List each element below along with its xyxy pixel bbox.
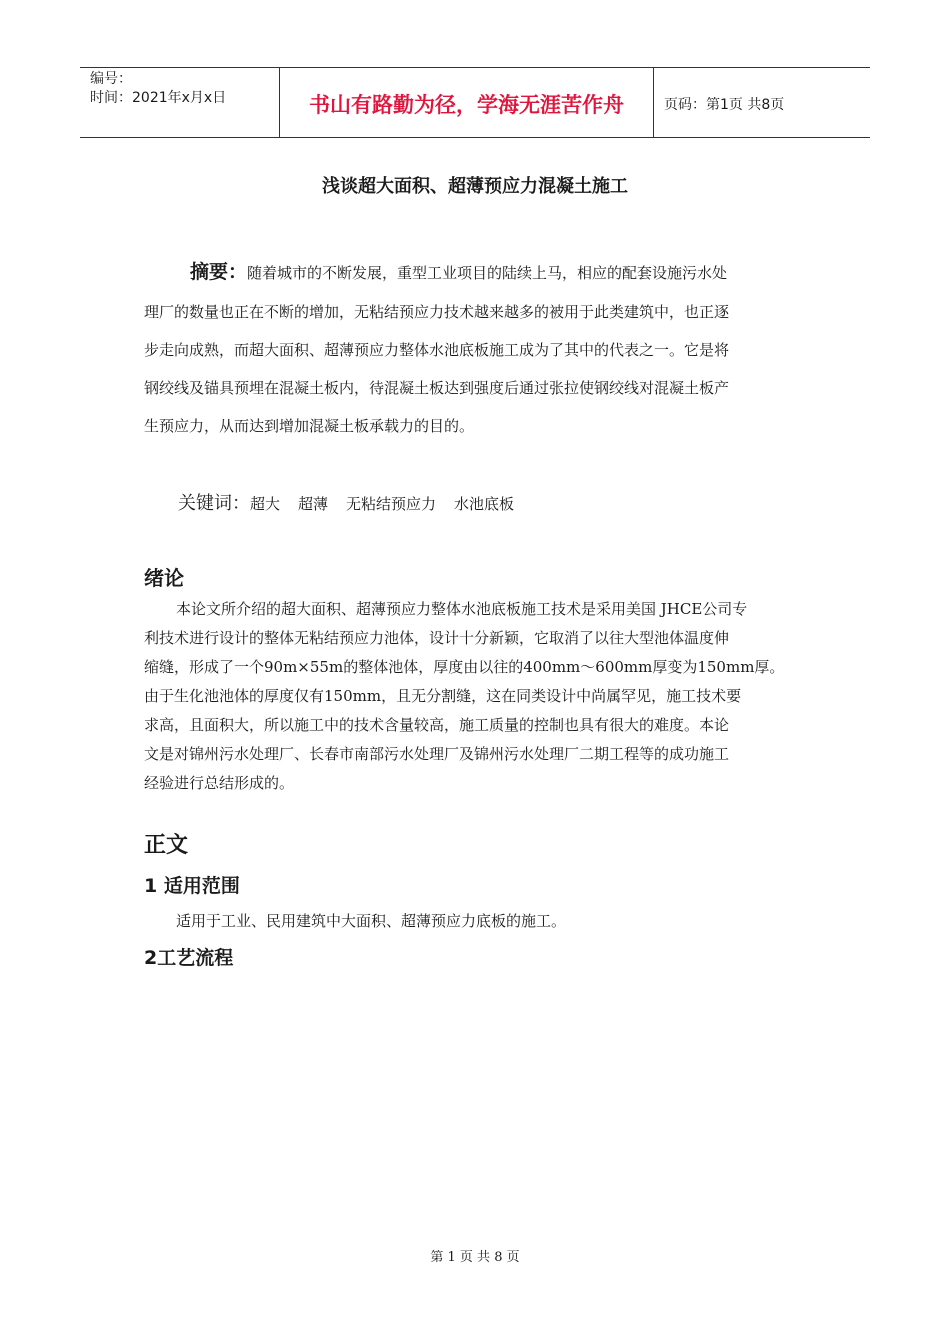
intro-line: 文是对锦州污水处理厂、长春市南部污水处理厂及锦州污水处理厂二期工程等的成功施工	[144, 745, 730, 763]
header-meta	[80, 68, 280, 137]
section-2-heading: 2工艺流程	[144, 947, 234, 969]
keyword-term: 无粘结预应力	[346, 495, 437, 513]
intro-line: 利技术进行设计的整体无粘结预应力池体，设计十分新颖，它取消了以往大型池体温度伸	[144, 629, 730, 647]
abstract-label: 摘要：	[190, 261, 248, 283]
page-footer: 第 1 页 共 8 页	[430, 1250, 520, 1265]
abstract-first-line	[144, 252, 808, 293]
intro-line: 由于生化池池体的厚度仅有150mm，且无分割缝，这在同类设计中尚属罕见，施工技术要	[144, 687, 742, 705]
abstract-line: 生预应力，从而达到增加混凝土板承载力的目的。	[144, 417, 475, 435]
section-1-heading: 1 适用范围	[144, 875, 240, 897]
keyword-term: 超大	[250, 495, 281, 513]
document-title: 浅谈超大面积、超薄预应力混凝土施工	[322, 176, 628, 197]
abstract-line: 理厂的数量也正在不断的增加，无粘结预应力技术越来越多的被用于此类建筑中，也正逐	[144, 303, 730, 321]
header-motto: 书山有路勤为径，学海无涯苦作舟	[280, 68, 654, 137]
body-heading: 正文	[144, 833, 189, 858]
abstract-line: 随着城市的不断发展，重型工业项目的陆续上马，相应的配套设施污水处	[247, 264, 728, 282]
keywords	[178, 489, 532, 515]
section-1-text: 适用于工业、民用建筑中大面积、超薄预应力底板的施工。	[176, 912, 567, 930]
intro-heading: 绪论	[144, 566, 184, 590]
document-header	[80, 67, 870, 138]
header-page-info: 页码：第1页 共8页	[664, 96, 785, 113]
keyword-term: 水池底板	[454, 495, 515, 513]
abstract	[144, 252, 808, 445]
intro-paragraph	[144, 595, 808, 798]
abstract-line: 步走向成熟，而超大面积、超薄预应力整体水池底板施工成为了其中的代表之一。它是将	[144, 341, 730, 359]
intro-line: 缩缝，形成了一个90m×55m的整体池体，厚度由以往的400mm～600mm厚变为150mm厚。	[144, 658, 785, 676]
abstract-line: 钢绞线及锚具预埋在混凝土板内，待混凝土板达到强度后通过张拉使钢绞线对混凝土板产	[144, 379, 730, 397]
time-label: 时间：2021年x月x日	[90, 90, 227, 106]
intro-line: 经验进行总结形成的。	[144, 774, 295, 792]
number-label: 编号：	[90, 71, 132, 87]
keyword-term: 超薄	[298, 495, 329, 513]
intro-line: 求高，且面积大，所以施工中的技术含量较高，施工质量的控制也具有很大的难度。本论	[144, 716, 730, 734]
intro-line: 本论文所介绍的超大面积、超薄预应力整体水池底板施工技术是采用美国 JHCE公司专	[176, 600, 748, 618]
keywords-label: 关键词：	[178, 493, 250, 514]
